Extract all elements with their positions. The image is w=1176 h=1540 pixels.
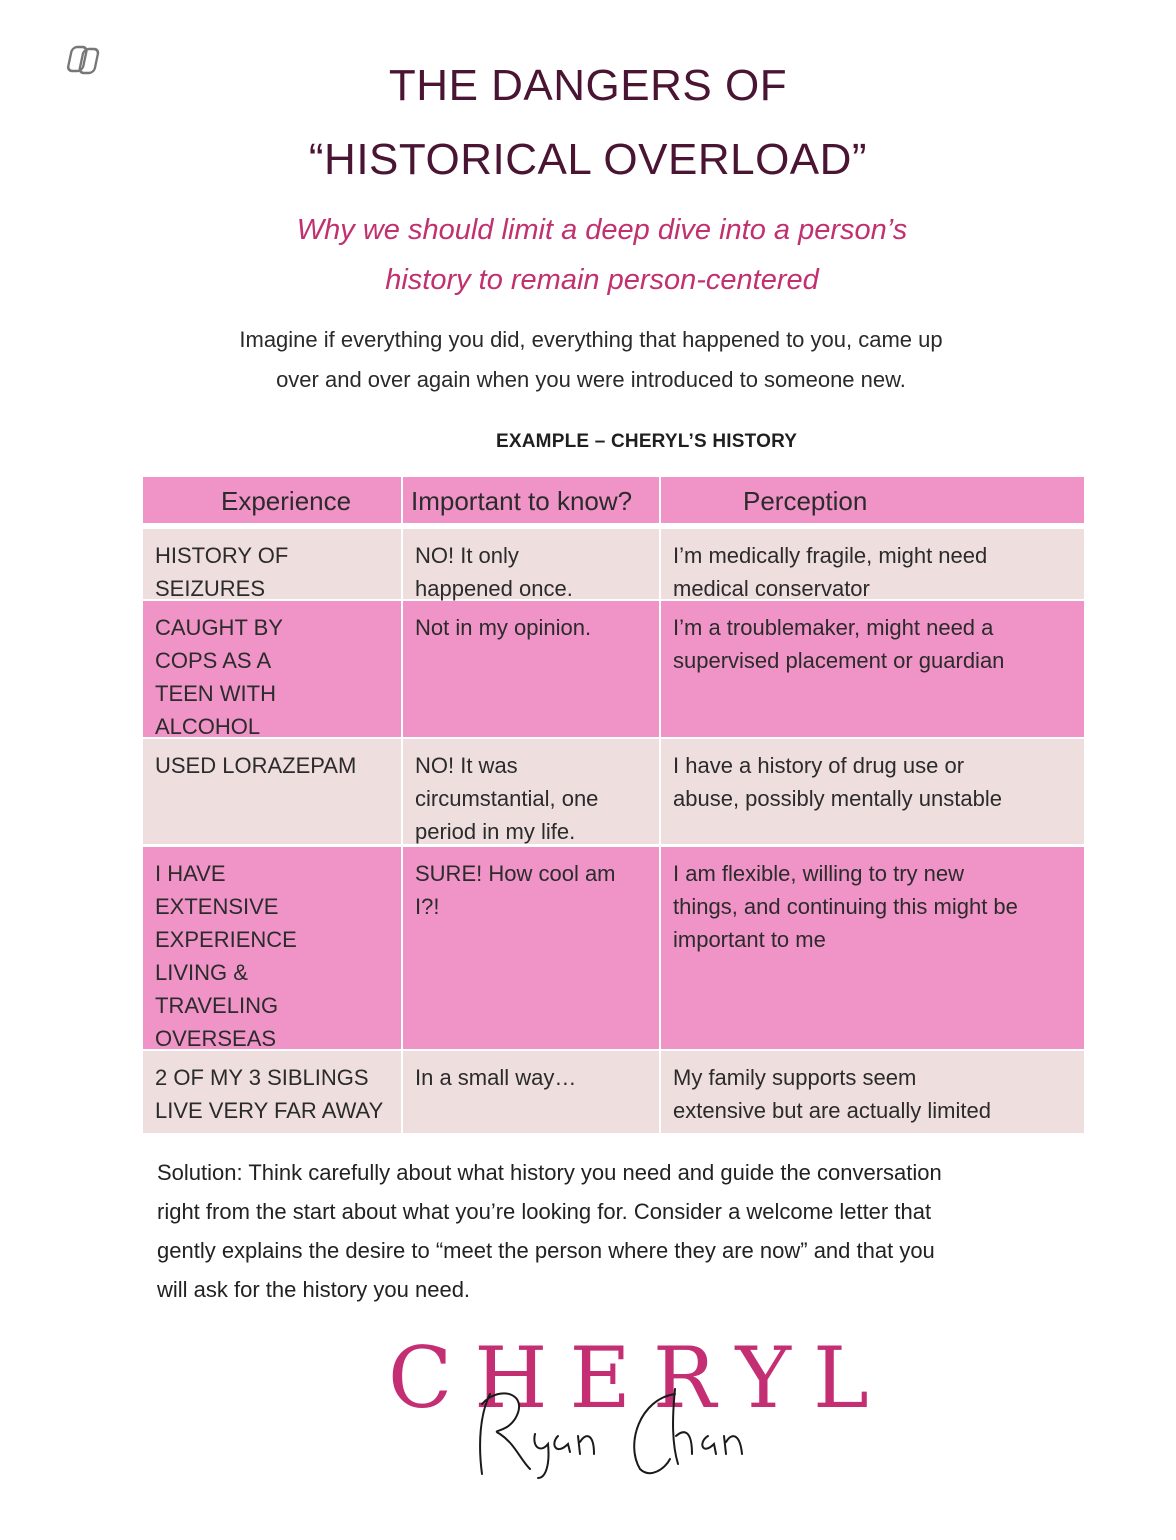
- cell-line: supervised placement or guardian: [673, 648, 1005, 673]
- cell-line: LIVE VERY FAR AWAY: [155, 1098, 384, 1123]
- solution-line: Solution: Think carefully about what history you need and guide the conversation: [157, 1160, 942, 1185]
- important-cell: [403, 1051, 661, 1133]
- cell-line: I?!: [415, 894, 440, 919]
- subtitle-line-2: history to remain person-centered: [385, 264, 819, 296]
- experience-cell: [143, 739, 403, 844]
- cell-line: things, and continuing this might be: [673, 894, 1018, 919]
- table-row: [143, 529, 1084, 599]
- experience-cell: [143, 847, 403, 1049]
- cell-line: period in my life.: [415, 819, 576, 844]
- cell-line: I’m medically fragile, might need: [673, 543, 988, 568]
- experience-cell: [143, 601, 403, 737]
- perception-cell: [661, 1051, 1084, 1133]
- cell-line: 2 OF MY 3 SIBLINGS: [155, 1065, 369, 1090]
- solution-paragraph: [157, 1153, 1057, 1309]
- cell-line: I HAVE: [155, 861, 226, 886]
- header-important: Important to know?: [403, 477, 661, 523]
- perception-cell: [661, 529, 1084, 599]
- cell-line: EXPERIENCE: [155, 927, 297, 952]
- cell-line: circumstantial, one: [415, 786, 599, 811]
- solution-line: will ask for the history you need.: [157, 1277, 471, 1302]
- brand-logo: [380, 1329, 891, 1490]
- solution-line: gently explains the desire to “meet the person where they are now” and that you: [157, 1238, 935, 1263]
- header-experience: Experience: [143, 477, 403, 523]
- cell-line: medical conservator: [673, 576, 870, 601]
- cell-line: I’m a troublemaker, might need a: [673, 615, 994, 640]
- cell-line: SURE! How cool am: [415, 861, 616, 886]
- intro-line-2: over and over again when you were introduced to someone new.: [276, 367, 906, 392]
- important-cell: [403, 601, 661, 737]
- example-label: EXAMPLE – CHERYL’S HISTORY: [496, 431, 798, 452]
- important-cell: [403, 739, 661, 844]
- subtitle-line-1: Why we should limit a deep dive into a person’s: [296, 214, 908, 246]
- perception-cell: [661, 601, 1084, 737]
- cell-line: COPS AS A: [155, 648, 272, 673]
- table-row: [143, 739, 1084, 844]
- cell-line: HISTORY OF: [155, 543, 289, 568]
- page-title-line-1: THE DANGERS OF: [388, 61, 788, 110]
- table-row: [143, 847, 1084, 1049]
- important-cell: [403, 847, 661, 1049]
- cell-line: NO! It only: [415, 543, 519, 568]
- solution-line: right from the start about what you’re looking for. Consider a welcome letter that: [157, 1199, 932, 1224]
- cell-line: I have a history of drug use or: [673, 753, 965, 778]
- cell-line: extensive but are actually limited: [673, 1098, 991, 1123]
- experience-cell: [143, 529, 403, 599]
- table-header-row: [143, 477, 1084, 523]
- cell-line: CAUGHT BY: [155, 615, 283, 640]
- important-cell: [403, 529, 661, 599]
- cell-line: important to me: [673, 927, 826, 952]
- cell-line: abuse, possibly mentally unstable: [673, 786, 1002, 811]
- cell-line: Not in my opinion.: [415, 615, 592, 640]
- cell-line: USED LORAZEPAM: [155, 753, 357, 778]
- logo-signature: [460, 1374, 760, 1484]
- experience-cell: [143, 1051, 403, 1133]
- cell-line: SEIZURES: [155, 576, 266, 601]
- table-row: [143, 1051, 1084, 1133]
- cell-line: OVERSEAS: [155, 1026, 277, 1051]
- cell-line: EXTENSIVE: [155, 894, 279, 919]
- perception-cell: [661, 739, 1084, 844]
- page-title-line-2: “HISTORICAL OVERLOAD”: [308, 135, 868, 184]
- header-perception: Perception: [743, 486, 868, 516]
- cell-line: TEEN WITH: [155, 681, 276, 706]
- table-row: [143, 601, 1084, 737]
- cell-line: LIVING &: [155, 960, 248, 985]
- cell-line: I am flexible, willing to try new: [673, 861, 964, 886]
- cell-line: ALCOHOL: [155, 714, 261, 739]
- perception-cell: [661, 847, 1084, 1049]
- intro-line-1: Imagine if everything you did, everything that happened to you, came up: [239, 327, 943, 352]
- cell-line: In a small way…: [415, 1065, 577, 1090]
- cell-line: NO! It was: [415, 753, 518, 778]
- logo-wordmark: CHERYL: [388, 1329, 891, 1427]
- cell-line: TRAVELING: [155, 993, 279, 1018]
- cell-line: My family supports seem: [673, 1065, 917, 1090]
- cell-line: happened once.: [415, 576, 573, 601]
